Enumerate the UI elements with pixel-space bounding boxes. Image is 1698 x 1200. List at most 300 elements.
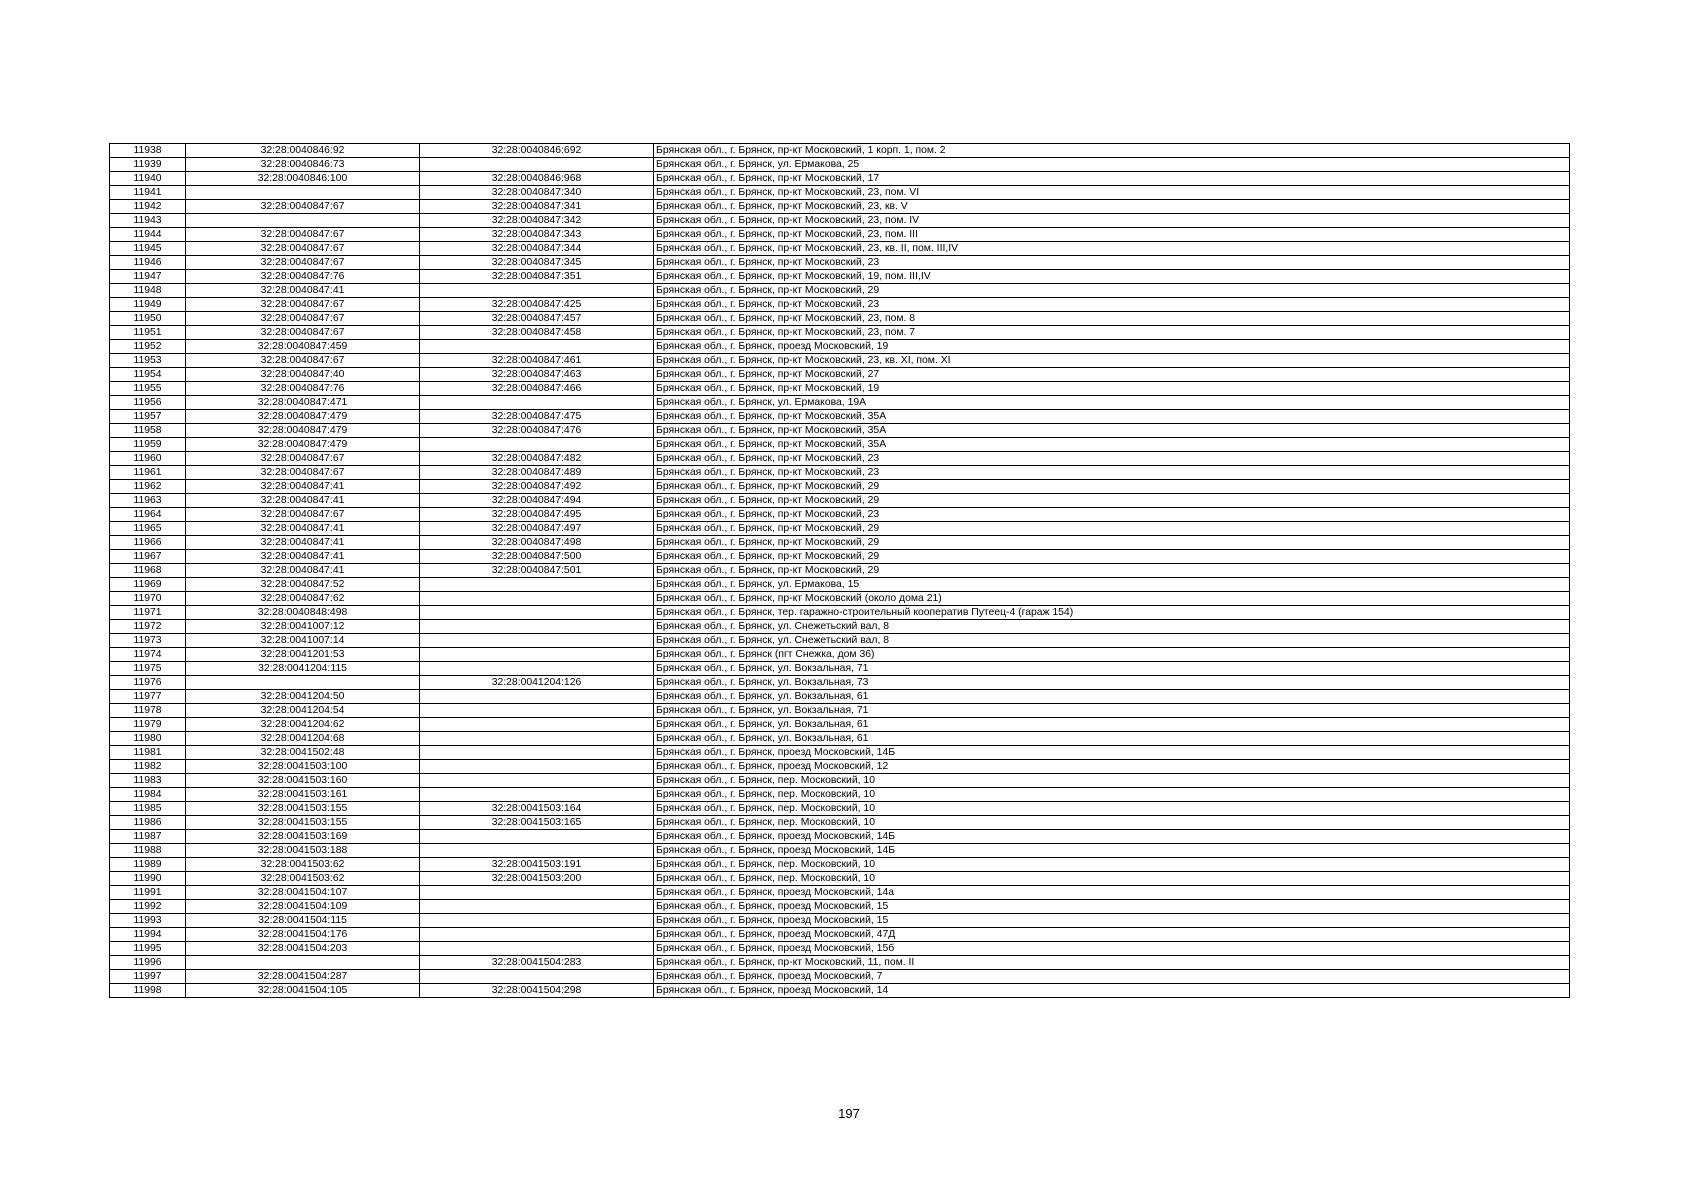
parcel-number-cell: 32:28:0041504:176 [186,928,420,942]
parcel-number-cell: 32:28:0040847:479 [186,438,420,452]
parcel-number-cell: 32:28:0041504:105 [186,984,420,998]
table-row [110,382,1570,396]
table-row [110,326,1570,340]
parcel-number-cell: 32:28:0041504:203 [186,942,420,956]
object-number-cell: 32:28:0040847:342 [420,214,654,228]
table-row [110,830,1570,844]
row-number-cell: 11975 [110,662,186,676]
parcel-number-cell: 32:28:0041204:68 [186,732,420,746]
parcel-number-cell: 32:28:0040846:100 [186,172,420,186]
parcel-number-cell: 32:28:0040847:67 [186,200,420,214]
table-row [110,872,1570,886]
object-number-cell: 32:28:0040847:351 [420,270,654,284]
table-row [110,256,1570,270]
parcel-number-cell: 32:28:0041007:14 [186,634,420,648]
parcel-number-cell: 32:28:0040847:67 [186,508,420,522]
parcel-number-cell: 32:28:0040846:73 [186,158,420,172]
object-number-cell: 32:28:0040847:457 [420,312,654,326]
row-number-cell: 11984 [110,788,186,802]
object-number-cell: 32:28:0041503:191 [420,858,654,872]
object-number-cell: 32:28:0040847:461 [420,354,654,368]
object-number-cell [420,788,654,802]
parcel-number-cell: 32:28:0041201:53 [186,648,420,662]
address-cell: Брянская обл., г. Брянск, ул. Вокзальная, 71 [654,662,1570,676]
table-row [110,144,1570,158]
table-row [110,886,1570,900]
object-number-cell: 32:28:0040847:475 [420,410,654,424]
parcel-number-cell: 32:28:0040847:41 [186,536,420,550]
row-number-cell: 11956 [110,396,186,410]
table-row [110,620,1570,634]
object-number-cell: 32:28:0041504:283 [420,956,654,970]
row-number-cell: 11957 [110,410,186,424]
address-cell: Брянская обл., г. Брянск, пр-кт Московский, 23 [654,298,1570,312]
address-cell: Брянская обл., г. Брянск, проезд Московский, 47Д [654,928,1570,942]
address-cell: Брянская обл., г. Брянск, проезд Московский, 14Б [654,844,1570,858]
address-cell: Брянская обл., г. Брянск, пр-кт Московский, 19 [654,382,1570,396]
row-number-cell: 11993 [110,914,186,928]
address-cell: Брянская обл., г. Брянск, ул. Снежетьский вал, 8 [654,620,1570,634]
parcel-number-cell: 32:28:0041504:107 [186,886,420,900]
row-number-cell: 11964 [110,508,186,522]
address-cell: Брянская обл., г. Брянск, проезд Московский, 19 [654,340,1570,354]
row-number-cell: 11996 [110,956,186,970]
row-number-cell: 11989 [110,858,186,872]
object-number-cell [420,844,654,858]
address-cell: Брянская обл., г. Брянск, ул. Ермакова, 15 [654,578,1570,592]
table-row [110,564,1570,578]
table-row [110,550,1570,564]
object-number-cell [420,704,654,718]
table-row [110,466,1570,480]
parcel-number-cell: 32:28:0041504:115 [186,914,420,928]
parcel-number-cell: 32:28:0040847:67 [186,256,420,270]
object-number-cell [420,928,654,942]
table-row [110,718,1570,732]
parcel-number-cell: 32:28:0040848:498 [186,606,420,620]
object-number-cell: 32:28:0040847:498 [420,536,654,550]
address-cell: Брянская обл., г. Брянск, пр-кт Московский, 23, пом. 7 [654,326,1570,340]
address-cell: Брянская обл., г. Брянск, проезд Московский, 15 [654,900,1570,914]
row-number-cell: 11953 [110,354,186,368]
object-number-cell: 32:28:0040847:497 [420,522,654,536]
object-number-cell: 32:28:0040847:340 [420,186,654,200]
table-row [110,186,1570,200]
address-cell: Брянская обл., г. Брянск, пер. Московский, 10 [654,774,1570,788]
object-number-cell [420,634,654,648]
object-number-cell: 32:28:0040847:425 [420,298,654,312]
address-cell: Брянская обл., г. Брянск, пр-кт Московский, 23 [654,452,1570,466]
row-number-cell: 11942 [110,200,186,214]
table-row [110,508,1570,522]
row-number-cell: 11939 [110,158,186,172]
parcel-number-cell: 32:28:0040847:52 [186,578,420,592]
row-number-cell: 11967 [110,550,186,564]
row-number-cell: 11977 [110,690,186,704]
object-number-cell: 32:28:0040847:495 [420,508,654,522]
address-cell: Брянская обл., г. Брянск, пр-кт Московский, 27 [654,368,1570,382]
row-number-cell: 11944 [110,228,186,242]
table-row [110,984,1570,998]
address-cell: Брянская обл., г. Брянск, пр-кт Московский, 23, пом. IV [654,214,1570,228]
object-number-cell: 32:28:0040846:692 [420,144,654,158]
row-number-cell: 11983 [110,774,186,788]
address-cell: Брянская обл., г. Брянск, пер. Московский, 10 [654,858,1570,872]
address-cell: Брянская обл., г. Брянск, пр-кт Московский, 29 [654,480,1570,494]
table-row [110,802,1570,816]
parcel-number-cell: 32:28:0040847:67 [186,228,420,242]
object-number-cell [420,438,654,452]
parcel-number-cell: 32:28:0041503:62 [186,858,420,872]
object-number-cell: 32:28:0040847:343 [420,228,654,242]
parcel-number-cell: 32:28:0041503:160 [186,774,420,788]
parcel-number-cell: 32:28:0040847:67 [186,466,420,480]
row-number-cell: 11976 [110,676,186,690]
address-cell: Брянская обл., г. Брянск, пр-кт Московский, 35А [654,424,1570,438]
table-row [110,746,1570,760]
address-cell: Брянская обл., г. Брянск, пер. Московский, 10 [654,788,1570,802]
object-number-cell: 32:28:0040847:458 [420,326,654,340]
parcel-number-cell: 32:28:0040847:76 [186,382,420,396]
table-row [110,662,1570,676]
address-cell: Брянская обл., г. Брянск, проезд Московский, 14а [654,886,1570,900]
parcel-number-cell: 32:28:0040847:67 [186,298,420,312]
table-row [110,676,1570,690]
address-cell: Брянская обл., г. Брянск, пр-кт Московский, 23, пом. 8 [654,312,1570,326]
parcel-number-cell: 32:28:0040847:41 [186,564,420,578]
parcel-number-cell: 32:28:0041503:161 [186,788,420,802]
row-number-cell: 11985 [110,802,186,816]
row-number-cell: 11994 [110,928,186,942]
table-row [110,494,1570,508]
object-number-cell [420,578,654,592]
row-number-cell: 11973 [110,634,186,648]
object-number-cell [420,592,654,606]
parcel-number-cell: 32:28:0041503:155 [186,816,420,830]
object-number-cell [420,774,654,788]
parcel-number-cell: 32:28:0040847:41 [186,284,420,298]
row-number-cell: 11980 [110,732,186,746]
table-row [110,844,1570,858]
object-number-cell [420,746,654,760]
address-cell: Брянская обл., г. Брянск, пер. Московский, 10 [654,872,1570,886]
table-row [110,732,1570,746]
table-row [110,536,1570,550]
row-number-cell: 11941 [110,186,186,200]
address-cell: Брянская обл., г. Брянск, пр-кт Московский, 29 [654,564,1570,578]
row-number-cell: 11997 [110,970,186,984]
row-number-cell: 11995 [110,942,186,956]
address-cell: Брянская обл., г. Брянск, ул. Ермакова, 19А [654,396,1570,410]
object-number-cell [420,732,654,746]
row-number-cell: 11965 [110,522,186,536]
address-cell: Брянская обл., г. Брянск, пер. Московский, 10 [654,816,1570,830]
parcel-number-cell: 32:28:0041504:109 [186,900,420,914]
row-number-cell: 11951 [110,326,186,340]
parcel-number-cell: 32:28:0040847:67 [186,452,420,466]
object-number-cell: 32:28:0040847:345 [420,256,654,270]
object-number-cell [420,662,654,676]
object-number-cell [420,284,654,298]
address-cell: Брянская обл., г. Брянск, пр-кт Московский, 23 [654,256,1570,270]
object-number-cell [420,606,654,620]
table-row [110,368,1570,382]
table-row [110,648,1570,662]
object-number-cell [420,396,654,410]
object-number-cell [420,900,654,914]
table-row [110,956,1570,970]
object-number-cell [420,914,654,928]
parcel-number-cell: 32:28:0040847:76 [186,270,420,284]
row-number-cell: 11946 [110,256,186,270]
address-cell: Брянская обл., г. Брянск, ул. Вокзальная, 73 [654,676,1570,690]
address-cell: Брянская обл., г. Брянск, пр-кт Московский (около дома 21) [654,592,1570,606]
table-row [110,760,1570,774]
parcel-number-cell [186,214,420,228]
address-cell: Брянская обл., г. Брянск, проезд Московский, 7 [654,970,1570,984]
address-cell: Брянская обл., г. Брянск, пр-кт Московский, 29 [654,522,1570,536]
object-number-cell [420,648,654,662]
row-number-cell: 11998 [110,984,186,998]
parcel-number-cell: 32:28:0040847:67 [186,242,420,256]
address-cell: Брянская обл., г. Брянск, пр-кт Московский, 35А [654,410,1570,424]
object-number-cell [420,886,654,900]
parcel-number-cell: 32:28:0041503:62 [186,872,420,886]
parcel-number-cell: 32:28:0041204:50 [186,690,420,704]
row-number-cell: 11940 [110,172,186,186]
table-row [110,438,1570,452]
table-row [110,354,1570,368]
row-number-cell: 11974 [110,648,186,662]
address-cell: Брянская обл., г. Брянск, пр-кт Московский, 23, кв. II, пом. III,IV [654,242,1570,256]
address-cell: Брянская обл., г. Брянск, пр-кт Московский, 23, кв. V [654,200,1570,214]
table-row [110,970,1570,984]
parcel-number-cell: 32:28:0040847:41 [186,522,420,536]
row-number-cell: 11969 [110,578,186,592]
object-number-cell: 32:28:0041503:200 [420,872,654,886]
address-cell: Брянская обл., г. Брянск (пгт Снежка, дом 36) [654,648,1570,662]
table-row [110,480,1570,494]
table-row [110,914,1570,928]
row-number-cell: 11990 [110,872,186,886]
row-number-cell: 11968 [110,564,186,578]
address-cell: Брянская обл., г. Брянск, пер. Московский, 10 [654,802,1570,816]
object-number-cell: 32:28:0040847:463 [420,368,654,382]
address-cell: Брянская обл., г. Брянск, ул. Вокзальная, 61 [654,690,1570,704]
address-cell: Брянская обл., г. Брянск, проезд Московский, 12 [654,760,1570,774]
table-row [110,270,1570,284]
object-number-cell: 32:28:0041503:165 [420,816,654,830]
object-number-cell: 32:28:0040847:341 [420,200,654,214]
table-row [110,242,1570,256]
table-row [110,634,1570,648]
row-number-cell: 11959 [110,438,186,452]
parcel-number-cell: 32:28:0041503:100 [186,760,420,774]
row-number-cell: 11991 [110,886,186,900]
row-number-cell: 11943 [110,214,186,228]
parcel-number-cell: 32:28:0040847:67 [186,354,420,368]
row-number-cell: 11958 [110,424,186,438]
address-cell: Брянская обл., г. Брянск, проезд Московский, 15б [654,942,1570,956]
row-number-cell: 11947 [110,270,186,284]
parcel-number-cell: 32:28:0040847:479 [186,410,420,424]
object-number-cell [420,830,654,844]
object-number-cell: 32:28:0041504:298 [420,984,654,998]
object-number-cell: 32:28:0040846:968 [420,172,654,186]
row-number-cell: 11955 [110,382,186,396]
object-number-cell [420,970,654,984]
object-number-cell: 32:28:0041503:164 [420,802,654,816]
row-number-cell: 11938 [110,144,186,158]
object-number-cell: 32:28:0040847:466 [420,382,654,396]
parcel-number-cell: 32:28:0040846:92 [186,144,420,158]
parcel-number-cell: 32:28:0041503:169 [186,830,420,844]
address-cell: Брянская обл., г. Брянск, ул. Вокзальная, 61 [654,732,1570,746]
table-row [110,592,1570,606]
table-row [110,424,1570,438]
parcel-number-cell: 32:28:0040847:67 [186,326,420,340]
object-number-cell: 32:28:0040847:492 [420,480,654,494]
address-cell: Брянская обл., г. Брянск, проезд Московский, 15 [654,914,1570,928]
address-cell: Брянская обл., г. Брянск, пр-кт Московский, 29 [654,536,1570,550]
table-row [110,858,1570,872]
parcel-number-cell: 32:28:0040847:41 [186,480,420,494]
address-cell: Брянская обл., г. Брянск, пр-кт Московский, 29 [654,494,1570,508]
row-number-cell: 11949 [110,298,186,312]
parcel-number-cell: 32:28:0040847:471 [186,396,420,410]
object-number-cell: 32:28:0040847:482 [420,452,654,466]
row-number-cell: 11948 [110,284,186,298]
address-cell: Брянская обл., г. Брянск, ул. Вокзальная, 71 [654,704,1570,718]
address-cell: Брянская обл., г. Брянск, пр-кт Московский, 29 [654,550,1570,564]
page-number: 197 [838,1106,860,1121]
row-number-cell: 11982 [110,760,186,774]
address-cell: Брянская обл., г. Брянск, пр-кт Московский, 19, пом. III,IV [654,270,1570,284]
row-number-cell: 11945 [110,242,186,256]
table-row [110,228,1570,242]
table-row [110,704,1570,718]
address-cell: Брянская обл., г. Брянск, проезд Московский, 14Б [654,746,1570,760]
parcel-number-cell: 32:28:0040847:479 [186,424,420,438]
table-row [110,928,1570,942]
row-number-cell: 11978 [110,704,186,718]
object-number-cell: 32:28:0040847:501 [420,564,654,578]
parcel-number-cell: 32:28:0041504:287 [186,970,420,984]
table-row [110,340,1570,354]
table-row [110,578,1570,592]
row-number-cell: 11972 [110,620,186,634]
table-row [110,788,1570,802]
object-number-cell [420,760,654,774]
parcel-number-cell: 32:28:0040847:62 [186,592,420,606]
object-number-cell [420,718,654,732]
object-number-cell: 32:28:0040847:494 [420,494,654,508]
table-row [110,410,1570,424]
row-number-cell: 11986 [110,816,186,830]
table-row [110,214,1570,228]
table-row [110,312,1570,326]
parcel-number-cell: 32:28:0041503:188 [186,844,420,858]
row-number-cell: 11988 [110,844,186,858]
row-number-cell: 11966 [110,536,186,550]
parcel-number-cell: 32:28:0040847:459 [186,340,420,354]
object-number-cell: 32:28:0041204:126 [420,676,654,690]
row-number-cell: 11981 [110,746,186,760]
address-cell: Брянская обл., г. Брянск, ул. Ермакова, 25 [654,158,1570,172]
row-number-cell: 11987 [110,830,186,844]
data-table [109,143,1570,998]
address-cell: Брянская обл., г. Брянск, ул. Вокзальная, 61 [654,718,1570,732]
object-number-cell: 32:28:0040847:476 [420,424,654,438]
parcel-number-cell: 32:28:0041204:54 [186,704,420,718]
row-number-cell: 11979 [110,718,186,732]
object-number-cell: 32:28:0040847:344 [420,242,654,256]
parcel-number-cell: 32:28:0040847:41 [186,494,420,508]
parcel-number-cell [186,186,420,200]
parcel-number-cell: 32:28:0041007:12 [186,620,420,634]
address-cell: Брянская обл., г. Брянск, пр-кт Московский, 23, кв. XI, пом. XI [654,354,1570,368]
address-cell: Брянская обл., г. Брянск, пр-кт Московский, 23, пом. III [654,228,1570,242]
row-number-cell: 11950 [110,312,186,326]
table-row [110,284,1570,298]
address-cell: Брянская обл., г. Брянск, проезд Московский, 14 [654,984,1570,998]
table-row [110,522,1570,536]
parcel-number-cell [186,676,420,690]
object-number-cell [420,158,654,172]
row-number-cell: 11960 [110,452,186,466]
table-row [110,172,1570,186]
row-number-cell: 11992 [110,900,186,914]
object-number-cell [420,620,654,634]
table-row [110,396,1570,410]
object-number-cell: 32:28:0040847:489 [420,466,654,480]
table-row [110,900,1570,914]
address-cell: Брянская обл., г. Брянск, пр-кт Московский, 17 [654,172,1570,186]
parcel-number-cell: 32:28:0040847:40 [186,368,420,382]
parcel-number-cell: 32:28:0041502:48 [186,746,420,760]
address-cell: Брянская обл., г. Брянск, пр-кт Московский, 23 [654,466,1570,480]
table-row [110,942,1570,956]
address-cell: Брянская обл., г. Брянск, пр-кт Московский, 23 [654,508,1570,522]
parcel-number-cell: 32:28:0041503:155 [186,802,420,816]
address-cell: Брянская обл., г. Брянск, тер. гаражно-строительный кооператив Путеец-4 (гараж 154) [654,606,1570,620]
parcel-number-cell [186,956,420,970]
table-body [110,144,1570,998]
table-row [110,452,1570,466]
row-number-cell: 11961 [110,466,186,480]
parcel-number-cell: 32:28:0040847:41 [186,550,420,564]
parcel-number-cell: 32:28:0041204:62 [186,718,420,732]
row-number-cell: 11963 [110,494,186,508]
parcel-number-cell: 32:28:0041204:115 [186,662,420,676]
address-cell: Брянская обл., г. Брянск, пр-кт Московский, 23, пом. VI [654,186,1570,200]
address-cell: Брянская обл., г. Брянск, пр-кт Московский, 11, пом. II [654,956,1570,970]
table-row [110,816,1570,830]
object-number-cell [420,942,654,956]
table-row [110,158,1570,172]
row-number-cell: 11970 [110,592,186,606]
object-number-cell [420,690,654,704]
table-row [110,774,1570,788]
table-row [110,200,1570,214]
row-number-cell: 11954 [110,368,186,382]
object-number-cell [420,340,654,354]
row-number-cell: 11952 [110,340,186,354]
row-number-cell: 11971 [110,606,186,620]
address-cell: Брянская обл., г. Брянск, проезд Московский, 14Б [654,830,1570,844]
address-cell: Брянская обл., г. Брянск, пр-кт Московский, 35А [654,438,1570,452]
parcel-number-cell: 32:28:0040847:67 [186,312,420,326]
